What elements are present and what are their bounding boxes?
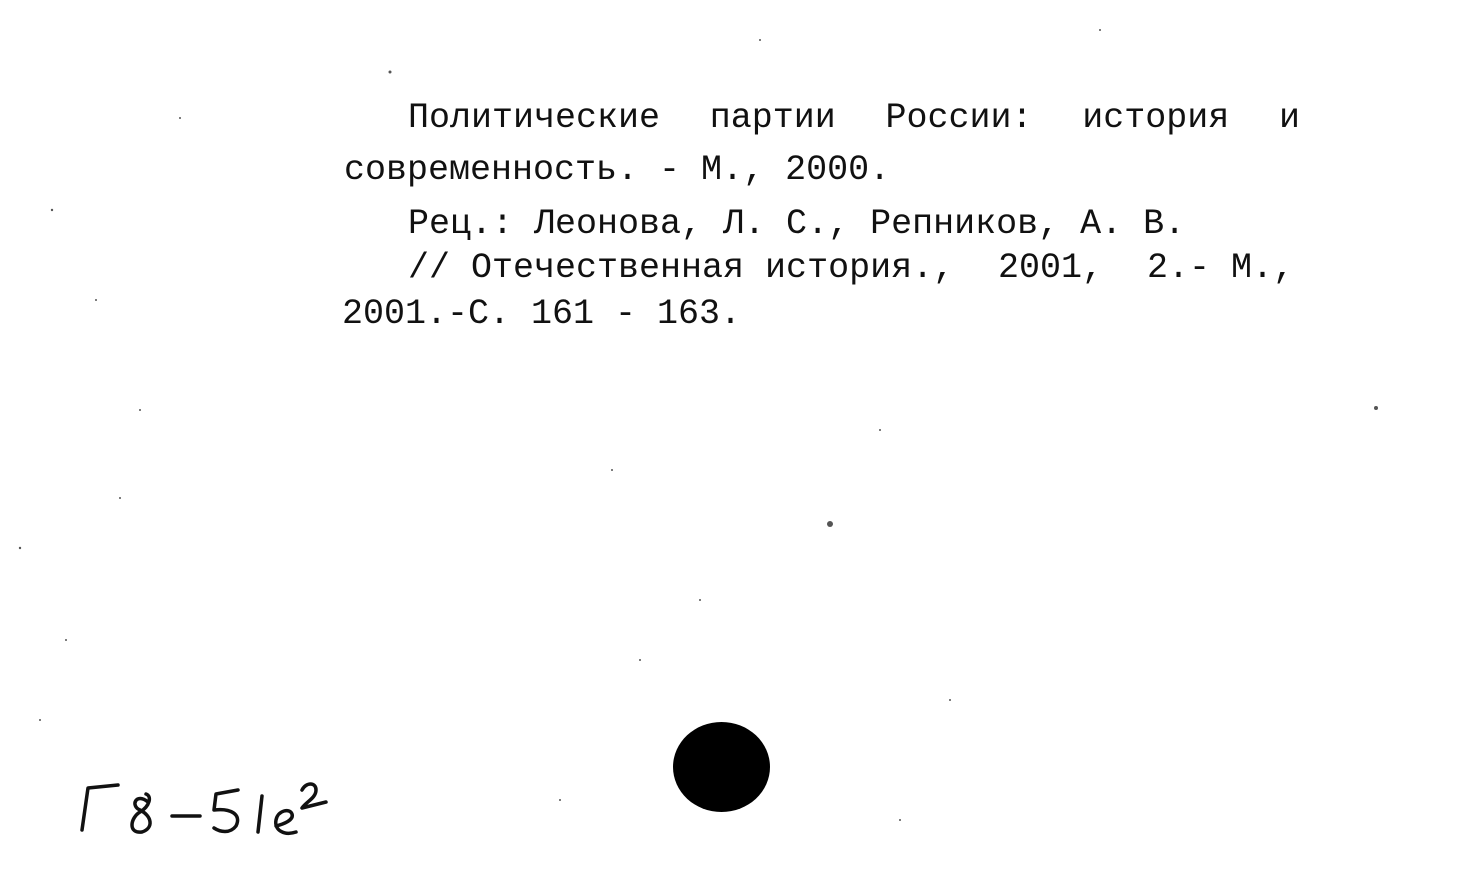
reviewers-line: Рец.: Леонова, Л. С., Репников, А. В. (408, 204, 1186, 244)
source-issue: 2.- М., (1146, 248, 1294, 288)
title-line-1 (408, 98, 1300, 138)
source-line-1 (408, 248, 1294, 288)
title-word: и (1278, 98, 1300, 138)
handwritten-shelfmark (70, 770, 410, 860)
title-word: России: (885, 98, 1033, 138)
source-line-2: 2001.-С. 161 - 163. (342, 294, 742, 334)
source-year: 2001, (998, 248, 1104, 288)
source-journal: // Отечественная история., (408, 248, 955, 288)
title-word: история (1082, 98, 1230, 138)
title-line-2: современность. - М., 2000. (344, 150, 891, 190)
card-punch-hole (673, 722, 770, 812)
title-word: Политические (408, 98, 661, 138)
title-word: партии (709, 98, 836, 138)
handwritten-shelfmark-drawing (70, 770, 410, 860)
